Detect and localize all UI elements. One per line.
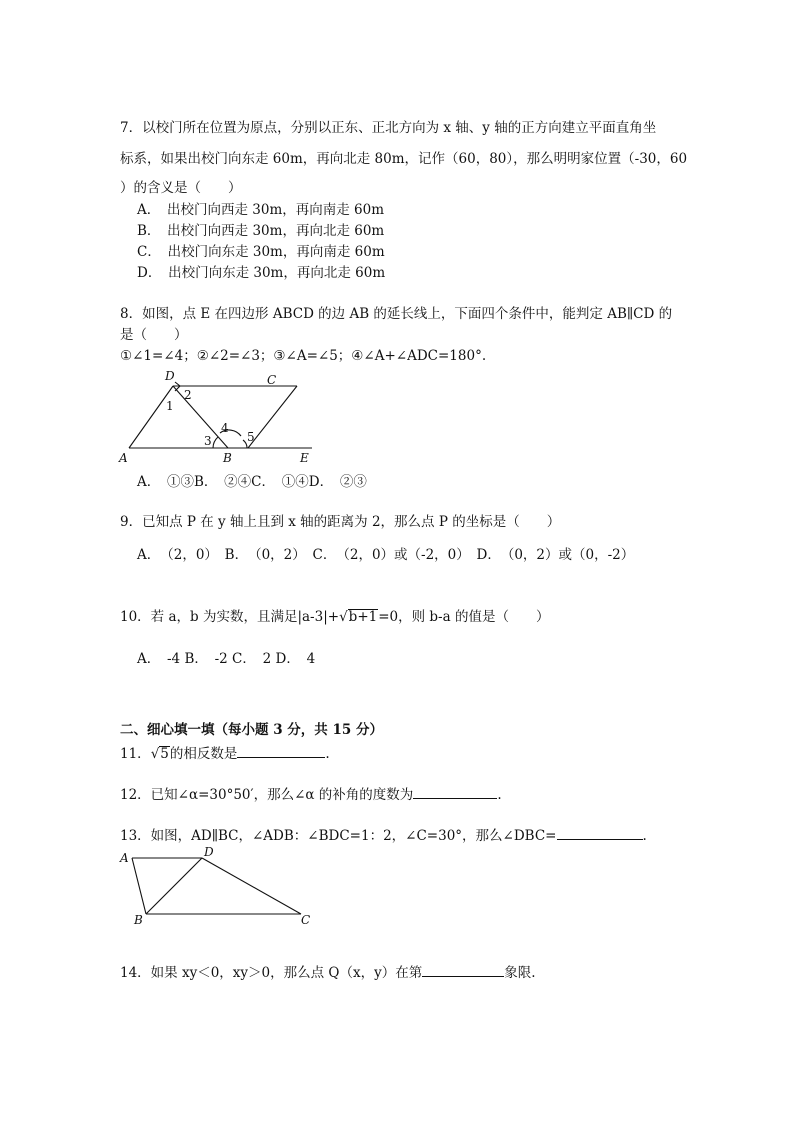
q7-line1: 7．以校门所在位置为原点，分别以正东、正北方向为 x 轴、y 轴的正方向建立平面直角坐 bbox=[120, 120, 657, 136]
q11-end: . bbox=[325, 746, 330, 762]
q7-option-c: C． 出校门向东走 30m，再向南走 60m bbox=[137, 244, 385, 260]
q12-end: . bbox=[497, 787, 502, 803]
label-e: E bbox=[300, 451, 309, 465]
label-angle-3: 3 bbox=[204, 434, 212, 448]
angle-arc-3 bbox=[213, 437, 218, 448]
q14-text: 14．如果 xy＜0，xy＞0，那么点 Q（x，y）在第 bbox=[120, 965, 423, 981]
q14-line bbox=[120, 962, 536, 982]
q8-conditions: ①∠1=∠4；②∠2=∠3；③∠A=∠5；④∠A+∠ADC=180°. bbox=[120, 348, 487, 364]
label-angle-5: 5 bbox=[247, 430, 255, 444]
label-b: B bbox=[134, 913, 143, 927]
q10-prefix: 10．若 a，b 为实数，且满足|a-3|+ bbox=[120, 609, 340, 625]
line-db bbox=[146, 858, 202, 914]
q11-suffix: 的相反数是 bbox=[169, 746, 238, 762]
line-dc bbox=[202, 858, 301, 914]
q7-line2: 标系，如果出校门向东走 60m，再向北走 80m，记作（60，80），那么明明家位置（-30，60 bbox=[120, 151, 688, 167]
label-b: B bbox=[223, 451, 232, 465]
label-angle-4: 4 bbox=[221, 421, 229, 435]
line-ad bbox=[129, 386, 173, 448]
q10-radicand: b+1 bbox=[348, 609, 378, 625]
q7-option-d: D． 出校门向东走 30m，再向北走 60m bbox=[137, 265, 386, 281]
q10-suffix: =0，则 b-a 的值是（ ） bbox=[378, 609, 550, 625]
q13-trapezoid-figure bbox=[115, 842, 325, 932]
label-angle-1: 1 bbox=[166, 399, 174, 413]
q7-option-a: A． 出校门向西走 30m，再向南走 60m bbox=[137, 202, 385, 218]
q10-options: A． -4 B． -2 C． 2 D． 4 bbox=[137, 651, 316, 667]
q11-radicand: 5 bbox=[160, 746, 169, 762]
q13-answer-blank[interactable] bbox=[557, 825, 643, 840]
q12-line bbox=[120, 784, 502, 804]
q7-option-b: B． 出校门向西走 30m，再向北走 60m bbox=[137, 223, 385, 239]
q8-line2: 是（ ） bbox=[120, 327, 188, 343]
section2-title: 二、细心填一填（每小题 3 分，共 15 分） bbox=[120, 722, 383, 738]
q8-quadrilateral-figure bbox=[115, 366, 325, 466]
q11-prefix: 11． bbox=[120, 746, 151, 762]
q11-line bbox=[120, 743, 330, 763]
label-d: D bbox=[165, 369, 175, 383]
label-c: C bbox=[267, 373, 277, 387]
q8-line1: 8．如图，点 E 在四边形 ABCD 的边 AB 的延长线上，下面四个条件中，能判定 AB∥CD 的 bbox=[120, 306, 673, 322]
q13-end: . bbox=[642, 828, 647, 844]
q12-text: 12．已知∠α=30°50′，那么∠α 的补角的度数为 bbox=[120, 787, 414, 803]
q11-answer-blank[interactable] bbox=[237, 743, 325, 758]
label-c: C bbox=[301, 913, 311, 927]
line-cb-ext bbox=[248, 386, 297, 448]
label-angle-2: 2 bbox=[184, 388, 192, 402]
line-db bbox=[173, 386, 228, 448]
q12-answer-blank[interactable] bbox=[413, 784, 497, 799]
q14-answer-blank[interactable] bbox=[422, 962, 504, 977]
q9-line1: 9．已知点 P 在 y 轴上且到 x 轴的距离为 2，那么点 P 的坐标是（ ） bbox=[120, 514, 561, 530]
q7-line3: ）的含义是（ ） bbox=[120, 180, 242, 196]
sqrt-sign: √ bbox=[339, 609, 348, 625]
label-a: A bbox=[120, 851, 129, 865]
q14-end: 象限. bbox=[504, 965, 536, 981]
sqrt-sign: √ bbox=[150, 746, 160, 762]
q8-answer-options: A． ①③B． ②④C． ①④D． ②③ bbox=[137, 474, 367, 490]
line-ab bbox=[132, 858, 146, 914]
q10-line1 bbox=[120, 608, 549, 626]
label-a: A bbox=[119, 451, 128, 465]
q13-text: 13．如图，AD∥BC，∠ADB：∠BDC=1：2，∠C=30°，那么∠DBC= bbox=[120, 828, 557, 844]
q9-options: A． （2，0） B． （0，2） C． （2，0）或（-2，0） D． （0，2）或（0，-2） bbox=[137, 547, 635, 563]
label-d: D bbox=[204, 845, 214, 859]
